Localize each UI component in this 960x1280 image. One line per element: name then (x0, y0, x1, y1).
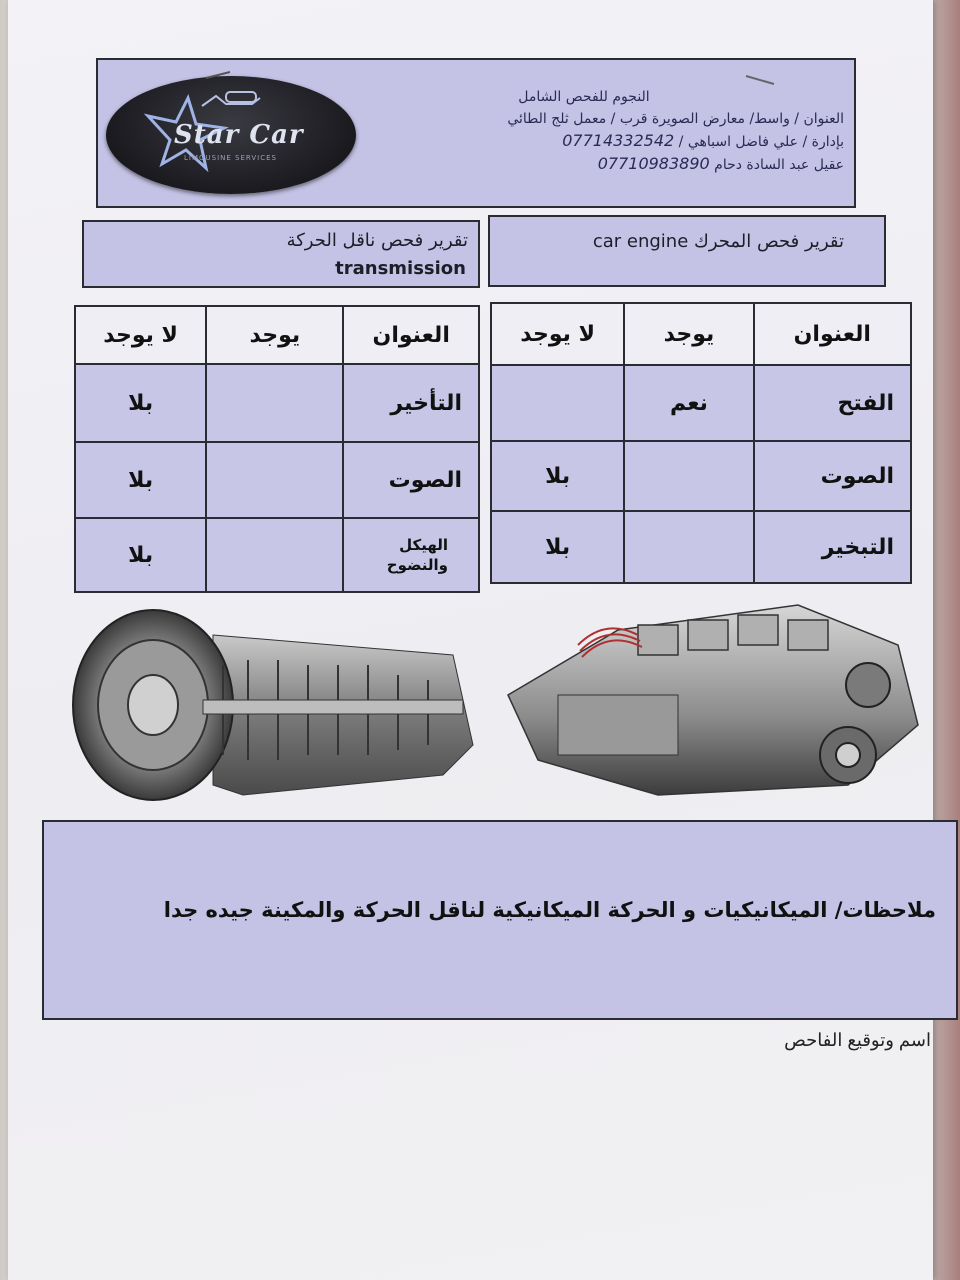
engine-illustration (498, 585, 938, 800)
row-name: الصوت (754, 441, 911, 511)
notes-box (42, 820, 958, 1020)
table-row (491, 365, 911, 441)
row-yes (206, 364, 343, 442)
table-row (75, 364, 479, 442)
header-cell-yes: يوجد (206, 306, 343, 364)
header-cell-yes: يوجد (624, 303, 753, 365)
pen-mark-icon (204, 68, 234, 82)
manager-2-name: عقيل عبد السادة دحام (714, 157, 844, 173)
row-yes (206, 442, 343, 518)
row-yes (206, 518, 343, 592)
header-cell-no: لا يوجد (491, 303, 624, 365)
logo-subtext: LIMOUSINE SERVICES (184, 154, 277, 162)
management-label: بإدارة / علي فاضل اسباهي / (678, 134, 844, 150)
notes-text: ملاحظات/ الميكانيكيات و الحركة الميكانيكية لناقل الحركة والمكينة جيده جدا (163, 898, 936, 922)
inspector-signature-label: اسم وتوقيع الفاحص (784, 1030, 931, 1050)
header-info (364, 86, 844, 176)
table-row (75, 442, 479, 518)
engine-title: تقرير فحص المحرك car engine (592, 231, 844, 252)
header-cell-no: لا يوجد (75, 306, 206, 364)
phone-1: 07714332542 (562, 131, 675, 150)
management-line (364, 130, 844, 153)
row-no: بلا (75, 442, 206, 518)
row-no: بلا (491, 511, 624, 583)
phone-2: 07710983890 (597, 154, 710, 173)
transmission-table (74, 305, 480, 593)
manager-2-line (364, 153, 844, 176)
row-name: الفتح (754, 365, 911, 441)
table-row (491, 511, 911, 583)
row-name: الهيكل والنضوح (343, 518, 479, 592)
row-no (491, 365, 624, 441)
row-name: التبخير (754, 511, 911, 583)
row-yes (624, 441, 753, 511)
row-name: الصوت (343, 442, 479, 518)
table-row (75, 518, 479, 592)
row-no: بلا (75, 518, 206, 592)
row-no: بلا (75, 364, 206, 442)
table-header-row (75, 306, 479, 364)
header-cell-title: العنوان (343, 306, 479, 364)
star-car-logo (106, 76, 356, 194)
transmission-title-ar: تقرير فحص ناقل الحركة (286, 230, 468, 251)
transmission-title-box (82, 220, 480, 288)
pen-mark-icon (744, 72, 778, 88)
transmission-title-en: transmission (335, 258, 466, 279)
company-title: النجوم للفحص الشامل (518, 89, 650, 105)
transmission-illustration (63, 605, 488, 805)
engine-title-box (488, 215, 886, 287)
address-line: العنوان / واسط/ معارض الصويرة قرب / معمل ثلج الطائي (507, 111, 844, 127)
row-name: التأخير (343, 364, 479, 442)
engine-table (490, 302, 912, 584)
header-cell-title: العنوان (754, 303, 911, 365)
row-yes: نعم (624, 365, 753, 441)
table-row (491, 441, 911, 511)
row-yes (624, 511, 753, 583)
table-header-row (491, 303, 911, 365)
row-no: بلا (491, 441, 624, 511)
inspection-report-page (8, 0, 936, 1280)
logo-wordmark: Star Car (174, 120, 304, 150)
